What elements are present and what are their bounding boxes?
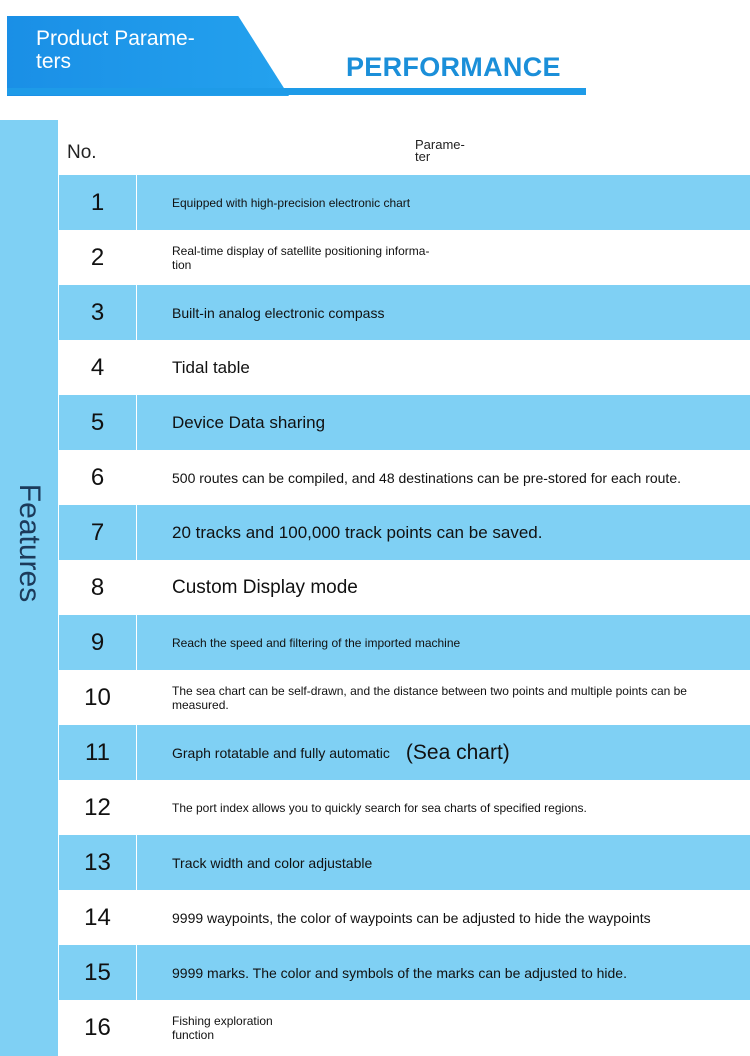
row-text	[172, 450, 722, 505]
header-underline	[7, 88, 586, 95]
row-number: 9	[59, 615, 137, 670]
row-number: 12	[84, 793, 111, 821]
page-subtitle: PERFORMANCE	[346, 52, 561, 82]
parameter-table	[59, 175, 750, 1055]
row-text	[172, 615, 722, 670]
row-number: 4	[90, 353, 105, 381]
row-number: 1	[59, 175, 137, 230]
row-text-main: The port index allows you to quickly search for sea charts of specified regions.	[172, 800, 587, 815]
row-number: 16	[84, 1013, 111, 1041]
row-text-main: 9999 marks. The color and symbols of the marks can be adjusted to hide.	[172, 964, 627, 981]
row-text-main: Tidal table	[172, 357, 250, 377]
table-row	[59, 560, 750, 615]
row-number: 6	[90, 463, 105, 491]
table-row	[59, 890, 750, 945]
row-text-main: Real-time display of satellite positioning informa- tion	[172, 243, 430, 272]
row-text	[172, 945, 722, 1000]
row-text	[172, 725, 722, 780]
row-text	[172, 780, 722, 835]
row-text	[172, 505, 722, 560]
table-row	[59, 340, 750, 395]
row-text	[172, 560, 722, 615]
row-number: 5	[59, 395, 137, 450]
row-text-main: Reach the speed and filtering of the imported machine	[172, 635, 461, 650]
table-row	[59, 725, 750, 780]
row-number: 7	[59, 505, 137, 560]
row-text	[172, 835, 722, 890]
table-row	[59, 230, 750, 285]
features-label: Features	[13, 483, 46, 603]
row-text	[172, 670, 722, 725]
row-text-main: Fishing exploration function	[172, 1013, 273, 1042]
row-number: 15	[59, 945, 137, 1000]
table-row	[59, 945, 750, 1000]
table-row	[59, 505, 750, 560]
row-number: 10	[84, 683, 111, 711]
row-number: 11	[59, 725, 137, 780]
table-row	[59, 670, 750, 725]
table-row	[59, 285, 750, 340]
row-text	[172, 890, 722, 945]
row-text-main: Graph rotatable and fully automatic	[172, 744, 390, 761]
column-header-no: No.	[67, 142, 97, 163]
row-text	[172, 175, 722, 230]
row-text-main: Equipped with high-precision electronic chart	[172, 195, 411, 210]
row-text-main: Custom Display mode	[172, 576, 358, 598]
row-text-main: Built-in analog electronic compass	[172, 304, 385, 321]
row-text-extra: (Sea chart)	[405, 740, 510, 764]
table-row	[59, 395, 750, 450]
table-row	[59, 835, 750, 890]
table-row	[59, 615, 750, 670]
row-number: 13	[59, 835, 137, 890]
row-text-main: 500 routes can be compiled, and 48 destinations can be pre-stored for each route.	[172, 469, 681, 486]
table-row	[59, 1000, 750, 1055]
row-text-main: 9999 waypoints, the color of waypoints can be adjusted to hide the waypoints	[172, 909, 651, 926]
row-number: 2	[90, 243, 105, 271]
row-text	[172, 340, 722, 395]
row-number: 14	[84, 903, 111, 931]
page-title: Product Parame- ters	[36, 27, 195, 73]
row-text-main: The sea chart can be self-drawn, and the distance between two points and multiple points can be measured.	[172, 683, 687, 712]
row-text	[172, 230, 722, 285]
row-text-main: Track width and color adjustable	[172, 854, 373, 871]
table-row	[59, 450, 750, 505]
table-row	[59, 780, 750, 835]
row-text	[172, 395, 722, 450]
row-text-main: 20 tracks and 100,000 track points can be saved.	[172, 522, 543, 542]
row-text	[172, 285, 722, 340]
row-text	[172, 1000, 722, 1055]
table-row	[59, 175, 750, 230]
row-number: 8	[90, 573, 105, 601]
column-header-parameter: Parame- ter	[415, 137, 465, 164]
row-text-main: Device Data sharing	[172, 412, 326, 432]
row-number: 3	[59, 285, 137, 340]
